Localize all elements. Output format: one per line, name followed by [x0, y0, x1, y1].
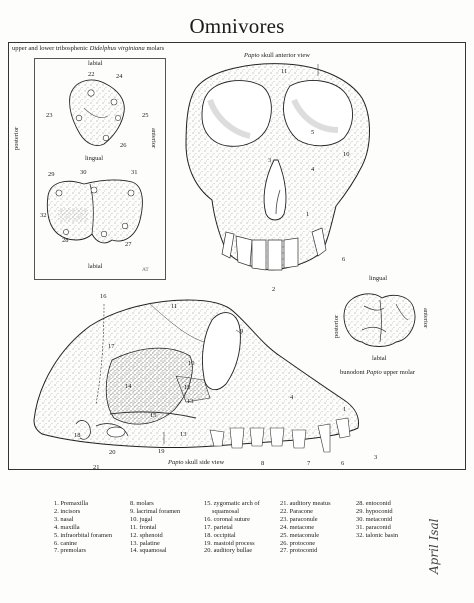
- legend-column-5: [356, 500, 398, 540]
- label-26: 26: [120, 142, 127, 149]
- artist-signature: April Isal: [427, 518, 441, 574]
- label-28: 28: [62, 237, 69, 244]
- legend-item: 13. palatine: [130, 539, 160, 547]
- legend-item: 10. jugal: [130, 515, 153, 523]
- legend-column-1: [54, 500, 112, 555]
- molar-labial: labial: [372, 355, 387, 362]
- label-30: 30: [80, 169, 87, 176]
- legend-item: 8. molars: [130, 500, 154, 507]
- anterior-caption-species: Papio: [244, 52, 260, 59]
- legend-item: 15. zygomatic arch of: [204, 500, 260, 507]
- label-1-side: 1: [343, 406, 347, 413]
- label-32: 32: [40, 212, 47, 219]
- inset-caption-suffix: molars: [146, 45, 165, 52]
- legend-item: 22. Paracone: [280, 507, 314, 515]
- label-29: 29: [48, 171, 55, 178]
- legend-item: 32. talonic basin: [356, 531, 399, 539]
- inset-labial-bottom: labial: [88, 263, 103, 270]
- label-22: 22: [88, 71, 95, 78]
- label-3-anterior: 3: [268, 157, 272, 164]
- legend-item: 18. occipital: [204, 531, 236, 539]
- label-6-anterior: 6: [342, 256, 346, 263]
- legend-item: 27. protoconid: [280, 547, 318, 555]
- anterior-caption-suffix: skull anterior view: [261, 52, 310, 59]
- page-title: Omnivores: [189, 14, 285, 38]
- legend-item: 31. paraconid: [356, 523, 391, 531]
- side-caption-species: Papio: [168, 459, 184, 466]
- label-12: 12: [184, 384, 191, 391]
- legend-column-4: [280, 500, 331, 555]
- legend-column-2: [130, 500, 180, 555]
- label-14: 14: [125, 383, 132, 390]
- label-20: 20: [109, 449, 116, 456]
- side-caption: [168, 460, 224, 467]
- legend-item: 6. canine: [54, 539, 78, 547]
- label-19: 19: [158, 448, 165, 455]
- molar-caption-suffix: upper molar: [383, 369, 415, 376]
- anterior-skull-drawing: [186, 64, 370, 270]
- molar-lingual: lingual: [369, 275, 388, 282]
- legend-item: 9. lacrimal foramen: [130, 507, 181, 515]
- inset-anterior: anterior: [150, 128, 157, 149]
- side-skull-drawing: [34, 300, 358, 452]
- legend: [42, 500, 442, 580]
- label-6-side: 6: [341, 460, 345, 467]
- label-27: 27: [125, 241, 132, 248]
- legend-column-3: [204, 500, 260, 555]
- legend-item: 4. maxilla: [54, 523, 80, 531]
- legend-item: 23. paraconule: [280, 515, 318, 523]
- inset-lingual-mid: lingual: [85, 155, 104, 162]
- label-11-anterior: 11: [281, 68, 288, 75]
- legend-item: 2. incisors: [54, 507, 81, 515]
- upper-molar-drawing: [70, 80, 125, 146]
- molar-anterior: anterior: [422, 308, 429, 329]
- inset-posterior: posterior: [13, 126, 20, 150]
- label-1-anterior: 1: [306, 211, 310, 218]
- label-9: 9: [240, 328, 244, 335]
- legend-item: 19. mastoid process: [204, 539, 255, 547]
- papio-molar-drawing: [344, 294, 415, 347]
- molar-caption-prefix: bunodont: [340, 369, 365, 376]
- molar-posterior: posterior: [333, 314, 340, 338]
- legend-item: 12. sphenoid: [130, 531, 163, 539]
- molar-caption-species: Papio: [366, 369, 382, 376]
- label-3-side: 3: [374, 454, 378, 461]
- legend-item: 26. protocone: [280, 539, 316, 547]
- label-21: 21: [93, 464, 100, 471]
- label-8: 8: [261, 460, 265, 467]
- inset-caption-species: Didelphus virginiana: [89, 45, 145, 52]
- legend-item: 28. entoconid: [356, 500, 391, 507]
- legend-item: 5. infraorbital foramen: [54, 531, 113, 539]
- legend-item: 3. nasal: [54, 515, 74, 523]
- label-11-side: 11: [171, 303, 178, 310]
- legend-item: 1. Premaxilla: [54, 500, 89, 507]
- side-caption-suffix: skull side view: [185, 459, 225, 466]
- legend-item: 14. squamosal: [130, 547, 167, 555]
- label-23: 23: [46, 112, 53, 119]
- label-5: 5: [311, 129, 315, 136]
- legend-item: 21. auditory meatus: [280, 500, 331, 507]
- inset-labial-top: labial: [88, 60, 103, 67]
- inset-caption-prefix: upper and lower tribosphenic: [12, 45, 88, 52]
- legend-item: 29. hypoconid: [356, 507, 393, 515]
- legend-item: 25. metaconule: [280, 531, 320, 539]
- label-4-side: 4: [290, 394, 294, 401]
- label-25: 25: [142, 112, 149, 119]
- lower-molar-drawing: [47, 180, 142, 243]
- legend-item: 24. metacone: [280, 523, 315, 531]
- legend-item: 7. premolars: [54, 547, 86, 555]
- inset-initials: AT: [142, 267, 149, 273]
- label-10-side: 10: [188, 360, 195, 367]
- legend-item: 17. parietal: [204, 523, 233, 531]
- legend-item: 30. metaconid: [356, 515, 393, 523]
- label-15: 15: [150, 412, 157, 419]
- label-10-anterior: 10: [343, 151, 350, 158]
- label-13-lower: 13: [180, 431, 187, 438]
- label-4-anterior: 4: [311, 166, 315, 173]
- label-17: 17: [108, 343, 115, 350]
- label-2: 2: [272, 286, 276, 293]
- label-31: 31: [131, 169, 138, 176]
- legend-item: 16. coronal suture: [204, 515, 250, 523]
- legend-item: 20. auditory bullae: [204, 547, 253, 555]
- molar-caption: [340, 370, 415, 377]
- label-13-upper: 13: [187, 398, 194, 405]
- label-16: 16: [100, 293, 107, 300]
- legend-item: squamosal: [212, 507, 239, 515]
- label-7: 7: [307, 460, 311, 467]
- label-24: 24: [116, 73, 123, 80]
- label-18: 18: [74, 432, 81, 439]
- legend-item: 11. frontal: [130, 523, 157, 531]
